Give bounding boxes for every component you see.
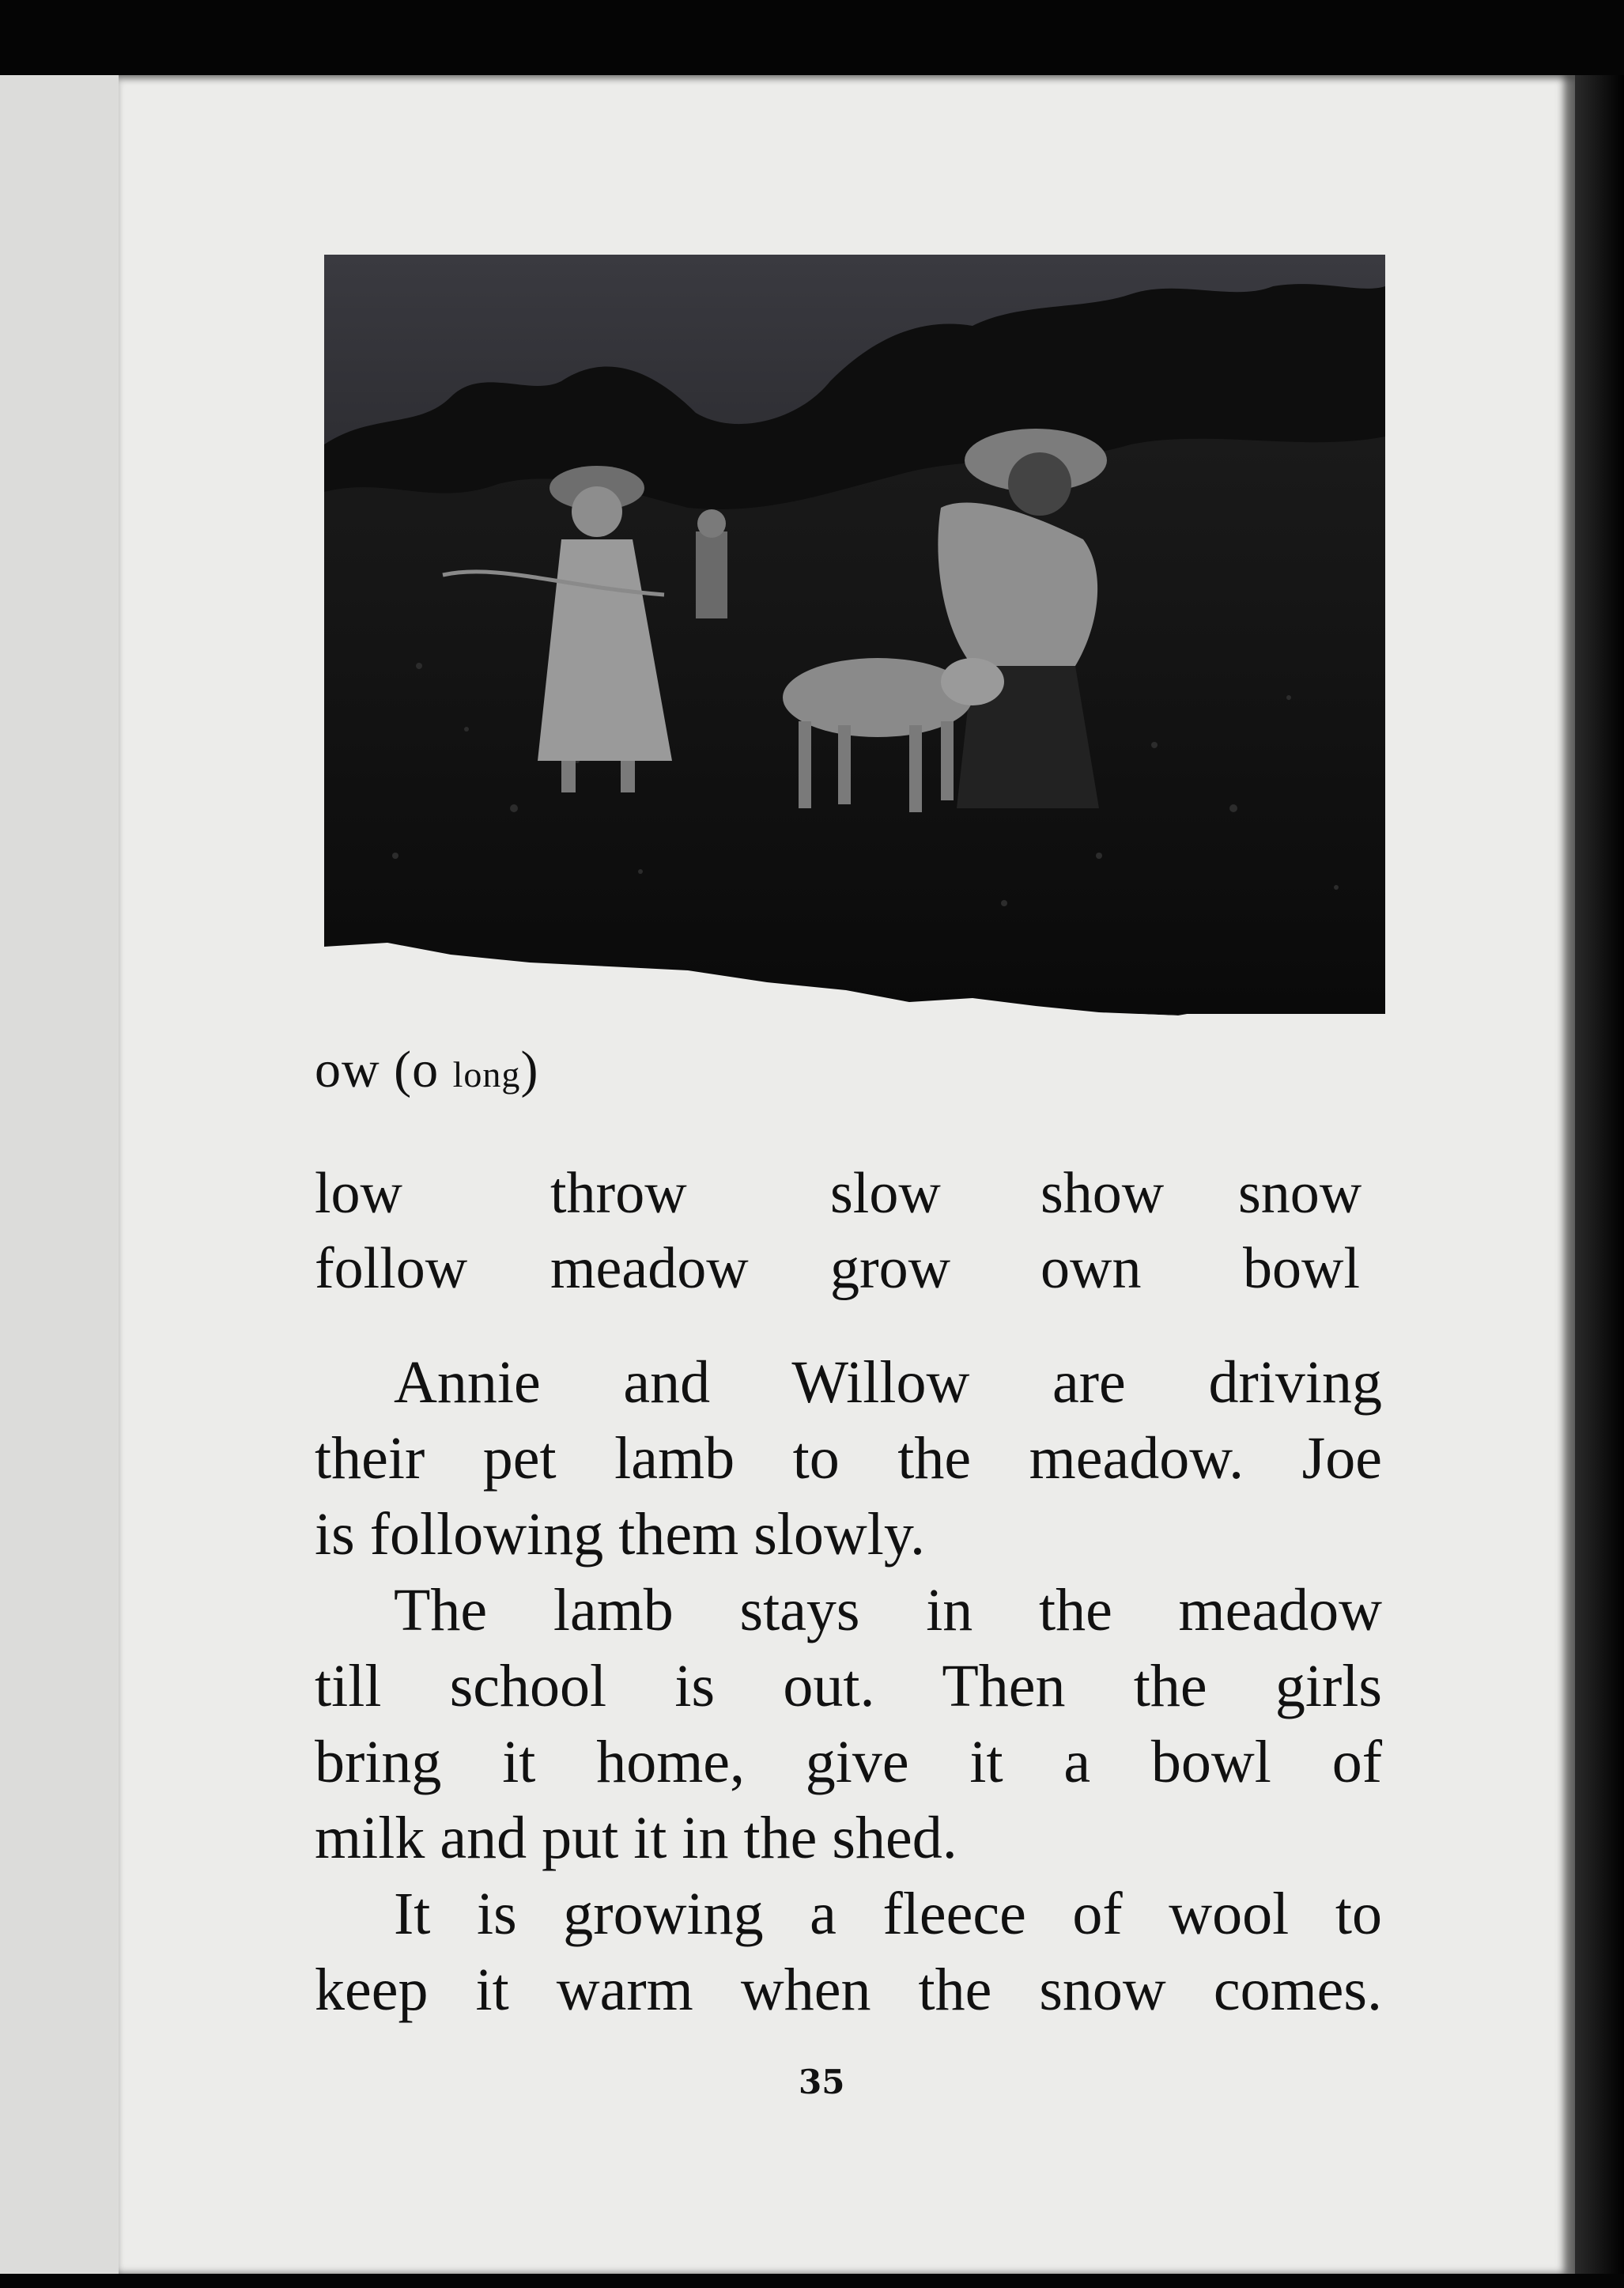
heading-main: ow (o (315, 1041, 453, 1099)
word: own (1040, 1236, 1142, 1301)
word: bowl (1243, 1236, 1360, 1301)
word: grow (830, 1236, 951, 1301)
word: slow (830, 1161, 941, 1226)
paragraph (315, 1344, 1382, 1572)
text-line: The lamb stays in the meadow (394, 1577, 1382, 1643)
text-line: is following them slowly. (315, 1501, 925, 1568)
text-line: bring it home, give it a bowl of (315, 1729, 1382, 1795)
word-row (315, 1156, 1382, 1231)
word-row (315, 1231, 1382, 1307)
text-line: milk and put it in the shed. (315, 1805, 957, 1871)
reading-passage (315, 1344, 1382, 2028)
word: snow (1238, 1161, 1362, 1226)
page-number: 35 (799, 2063, 845, 2101)
text-line: It is growing a fleece of wool to (394, 1881, 1382, 1947)
word-list (315, 1156, 1382, 1307)
heading-close: ) (520, 1041, 539, 1099)
phonics-heading (315, 1041, 539, 1099)
text-line: Annie and Willow are driving (394, 1349, 1382, 1416)
word: low (315, 1161, 402, 1226)
word: show (1040, 1161, 1165, 1226)
text-line: keep it warm when the snow comes. (315, 1957, 1382, 2023)
text-line: their pet lamb to the meadow. Joe (315, 1425, 1382, 1492)
paragraph (315, 1876, 1382, 2028)
left-page-edge (0, 75, 123, 2274)
text-line: till school is out. Then the girls (315, 1653, 1382, 1719)
paragraph (315, 1572, 1382, 1876)
heading-small: long (452, 1054, 521, 1095)
word: throw (550, 1161, 687, 1226)
right-gutter (1575, 75, 1624, 2274)
word: follow (315, 1236, 468, 1301)
word: meadow (550, 1236, 749, 1301)
meadow-illustration (324, 255, 1385, 1015)
